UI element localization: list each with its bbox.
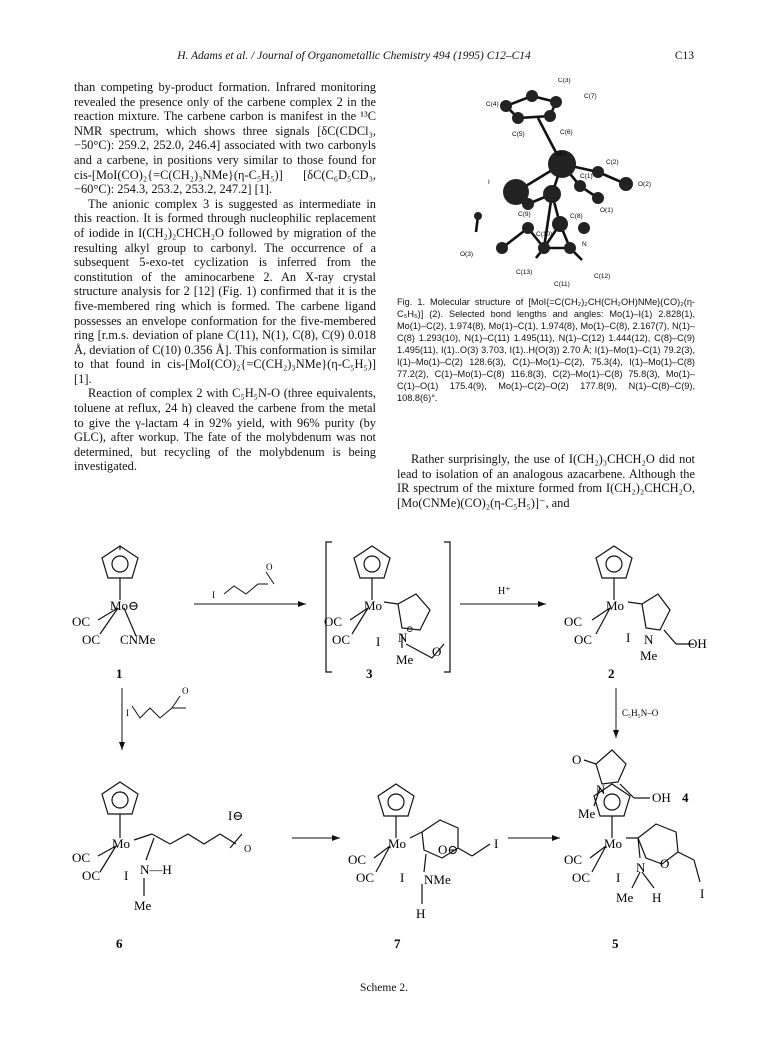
label-i: I [626, 630, 631, 645]
label-o: O [266, 562, 273, 572]
label-oh: OH [688, 636, 707, 651]
label-i: I [126, 708, 129, 718]
label-me: Me [578, 806, 596, 821]
paragraph: Rather surprisingly, the use of I(CH₂)₃CHCH₂O did not lead to isolation of an analogous azacarbene. Although the IR spectrum of the mixture formed from I(CH₂)₂CHCH₂O, [Mo(CNMe)(CO)₂(η-C₅H₅)]⁻, and [397, 452, 695, 510]
label-mo: Mo [606, 598, 625, 613]
atom-label: C(5) [512, 131, 525, 138]
atom-label: O(2) [638, 181, 651, 188]
label-h: H [416, 906, 426, 921]
atom-label: C(13) [516, 269, 533, 276]
label-oc: OC [72, 850, 91, 865]
label-me: Me [134, 898, 152, 913]
compound-number: 7 [394, 936, 401, 951]
paragraph: Reaction of complex 2 with C₅H₅N-O (three equivalents, toluene at reflux, 24 h) cleaved the carbene from the metal to give the γ-lactam 4 in 92% yield, with 96% purity (by GLC), after workup. The fate of the molybdenum was not determined, but recycling of the molybdenum is being investigated. [74, 386, 376, 474]
label-o: O [660, 856, 670, 871]
running-title: H. Adams et al. / Journal of Organometallic Chemistry 494 (1995) C12–C14 [177, 50, 531, 62]
label-me: Me [616, 890, 634, 905]
label-oc: OC [82, 868, 101, 883]
label-n: N [636, 860, 646, 875]
label-i: I [400, 870, 405, 885]
reaction-arrow [194, 572, 306, 604]
atom-label: C(11) [554, 281, 570, 288]
atom-label: C(7) [584, 93, 597, 100]
label-oc: OC [82, 632, 101, 647]
running-header [74, 50, 694, 66]
atom-label: O(1) [600, 207, 613, 214]
atom-label: N [582, 241, 587, 248]
atom-label: C(6) [560, 129, 573, 136]
label-cnme: CNMe [120, 632, 156, 647]
compound-1 [98, 546, 138, 636]
left-column [74, 80, 376, 474]
compound-number: 4 [682, 790, 689, 805]
label-me: Me [396, 652, 414, 667]
label-oc: OC [574, 632, 593, 647]
atom-label: C(8) [570, 213, 583, 220]
label-n-charge: ⊖ [406, 624, 414, 634]
label-i: I [494, 836, 499, 851]
scheme-caption: Scheme 2. [360, 982, 408, 994]
atom-label: C(12) [594, 273, 611, 280]
atom-label: Mo [556, 151, 566, 158]
label-oc: OC [348, 852, 367, 867]
label-oc: OC [572, 870, 591, 885]
label-oc: OC [72, 614, 91, 629]
label-i: I [376, 634, 381, 649]
figure-1-caption: Fig. 1. Molecular structure of [MoI{=C(CH₂)₂CH(CH₂OH)NMe}(CO)₂(η-C₅H₅)] (2). Selected bond lengths and angles: Mo(1)–I(1) 2.828(1), Mo(1)–C(2), 1.974(8), Mo(1)–C(1), 1.974(8), Mo(1)–C(8), 2.167(7), N(1)–C(8) 1.293(10), N(1)–C(11) 1.495(11), N(1)–C(12) 1.444(12), C(8)–C(9) 1.495(11), I(1)..O(3) 3.703, I(1)..H(O(3)) 2.70 Å; I(1)–Mo(1)–C(1) 79.2(3), I(1)–Mo(1)–C(2) 128.6(3), C(1)–Mo(1)–C(2), 75.3(4), I(1)–Mo(1)–C(8) 77.2(2), C(1)–Mo(1)–C(8) 116.8(3), C(2)–Mo(1)–C(8) 75.8(3), Mo(1)–C(1)–O(1) 175.4(9), Mo(1)–C(2)–O(2) 177.8(9), N(1)–C(8)–C(9), 108.8(6)°. [397, 297, 695, 403]
label-h: H [652, 890, 662, 905]
atom-label: C(4) [486, 101, 499, 108]
label-mo: Mo⊖ [110, 598, 139, 613]
compound-number: 1 [116, 666, 123, 681]
label-i-minus: I⊖ [228, 808, 244, 823]
label-oh: OH [652, 790, 671, 805]
atom-label: C(3) [558, 78, 571, 84]
label-o: O [182, 686, 189, 696]
label-mo: Mo [364, 598, 383, 613]
label-mo: Mo [388, 836, 407, 851]
label-oc: OC [332, 632, 351, 647]
reaction-arrow [122, 688, 186, 750]
label-i: I [700, 886, 705, 901]
label-oc: OC [324, 614, 343, 629]
compound-number: 3 [366, 666, 373, 681]
label-mo: Mo [604, 836, 623, 851]
label-me: Me [640, 648, 658, 663]
compound-number: 6 [116, 936, 123, 951]
label-o: O [572, 752, 582, 767]
page-number: C13 [674, 50, 694, 62]
atom-label: C(1) [580, 173, 593, 180]
reagent-pyridine-oxide: C₅H₅N–O [622, 708, 659, 718]
label-i: I [616, 870, 621, 885]
label-oc: OC [564, 614, 583, 629]
label-oc: OC [356, 870, 375, 885]
atom-label: C(9) [518, 211, 531, 218]
label-nh: N—H [140, 862, 172, 877]
label-n: N [398, 630, 408, 645]
label-nme: NMe [424, 872, 451, 887]
label-i: I [124, 868, 129, 883]
label-o-minus: O⊖ [438, 842, 459, 857]
atom-label: C(10) [536, 231, 553, 238]
label-n: N [596, 782, 606, 797]
label-oc: OC [564, 852, 583, 867]
compound-number: 2 [608, 666, 615, 681]
compound-2 [592, 546, 694, 644]
figure-1-structure [420, 78, 680, 290]
label-o: O [244, 844, 252, 855]
right-column [397, 452, 695, 510]
compound-number: 5 [612, 936, 619, 951]
paragraph: than competing by-product formation. Infrared monitoring revealed the presence only of the carbene complex 2 in the reaction mixture. The carbene carbon is manifest in the ¹³C NMR spectrum, which shows three signals [δC(CDCl₃, −50°C): 259.2, 252.0, 246.4] associated with two carbonyls and a carbene, in positions very similar to those found for cis-[MoI(CO)₂{=C(CH₂)₃NMe}(η-C₅H₅)] [δC(C₆D₅CD₃, −60°C): 254.3, 253.2, 253.2, 247.2] [1]. [74, 80, 376, 197]
label-n: N [644, 632, 654, 647]
reagent-proton: H⁺ [498, 586, 511, 597]
label-o: O [432, 644, 442, 659]
atom-label: O(3) [460, 251, 473, 258]
atom-label: I [488, 179, 490, 186]
scheme-2 [60, 538, 710, 968]
atom-label: C(2) [606, 159, 619, 166]
label-mo: Mo [112, 836, 131, 851]
paragraph: The anionic complex 3 is suggested as intermediate in this reaction. It is formed through nucleophilic replacement of iodide in I(CH₂)₂CHCH₂O followed by migration of the resulting alkyl group to carbonyl. The occurrence of a subsequent 5-exo-tet cyclization is inferred from the constitution of the aminocarbene 2. An X-ray crystal structure analysis for 2 [12] (Fig. 1) confirmed that it is the five-membered ring which is formed. The carbene ligand possesses an envelope conformation for the five-membered ring [r.m.s. deviation of plane C(11), N(1), C(8), C(9) 0.018 Å, deviation of C(10) 0.356 Å]. This conformation is similar to that found in cis-[MoI(CO)₂{=C(CH₂)₃NMe}(η-C₅H₅)] [1]. [74, 196, 376, 386]
label-i: I [212, 590, 215, 600]
